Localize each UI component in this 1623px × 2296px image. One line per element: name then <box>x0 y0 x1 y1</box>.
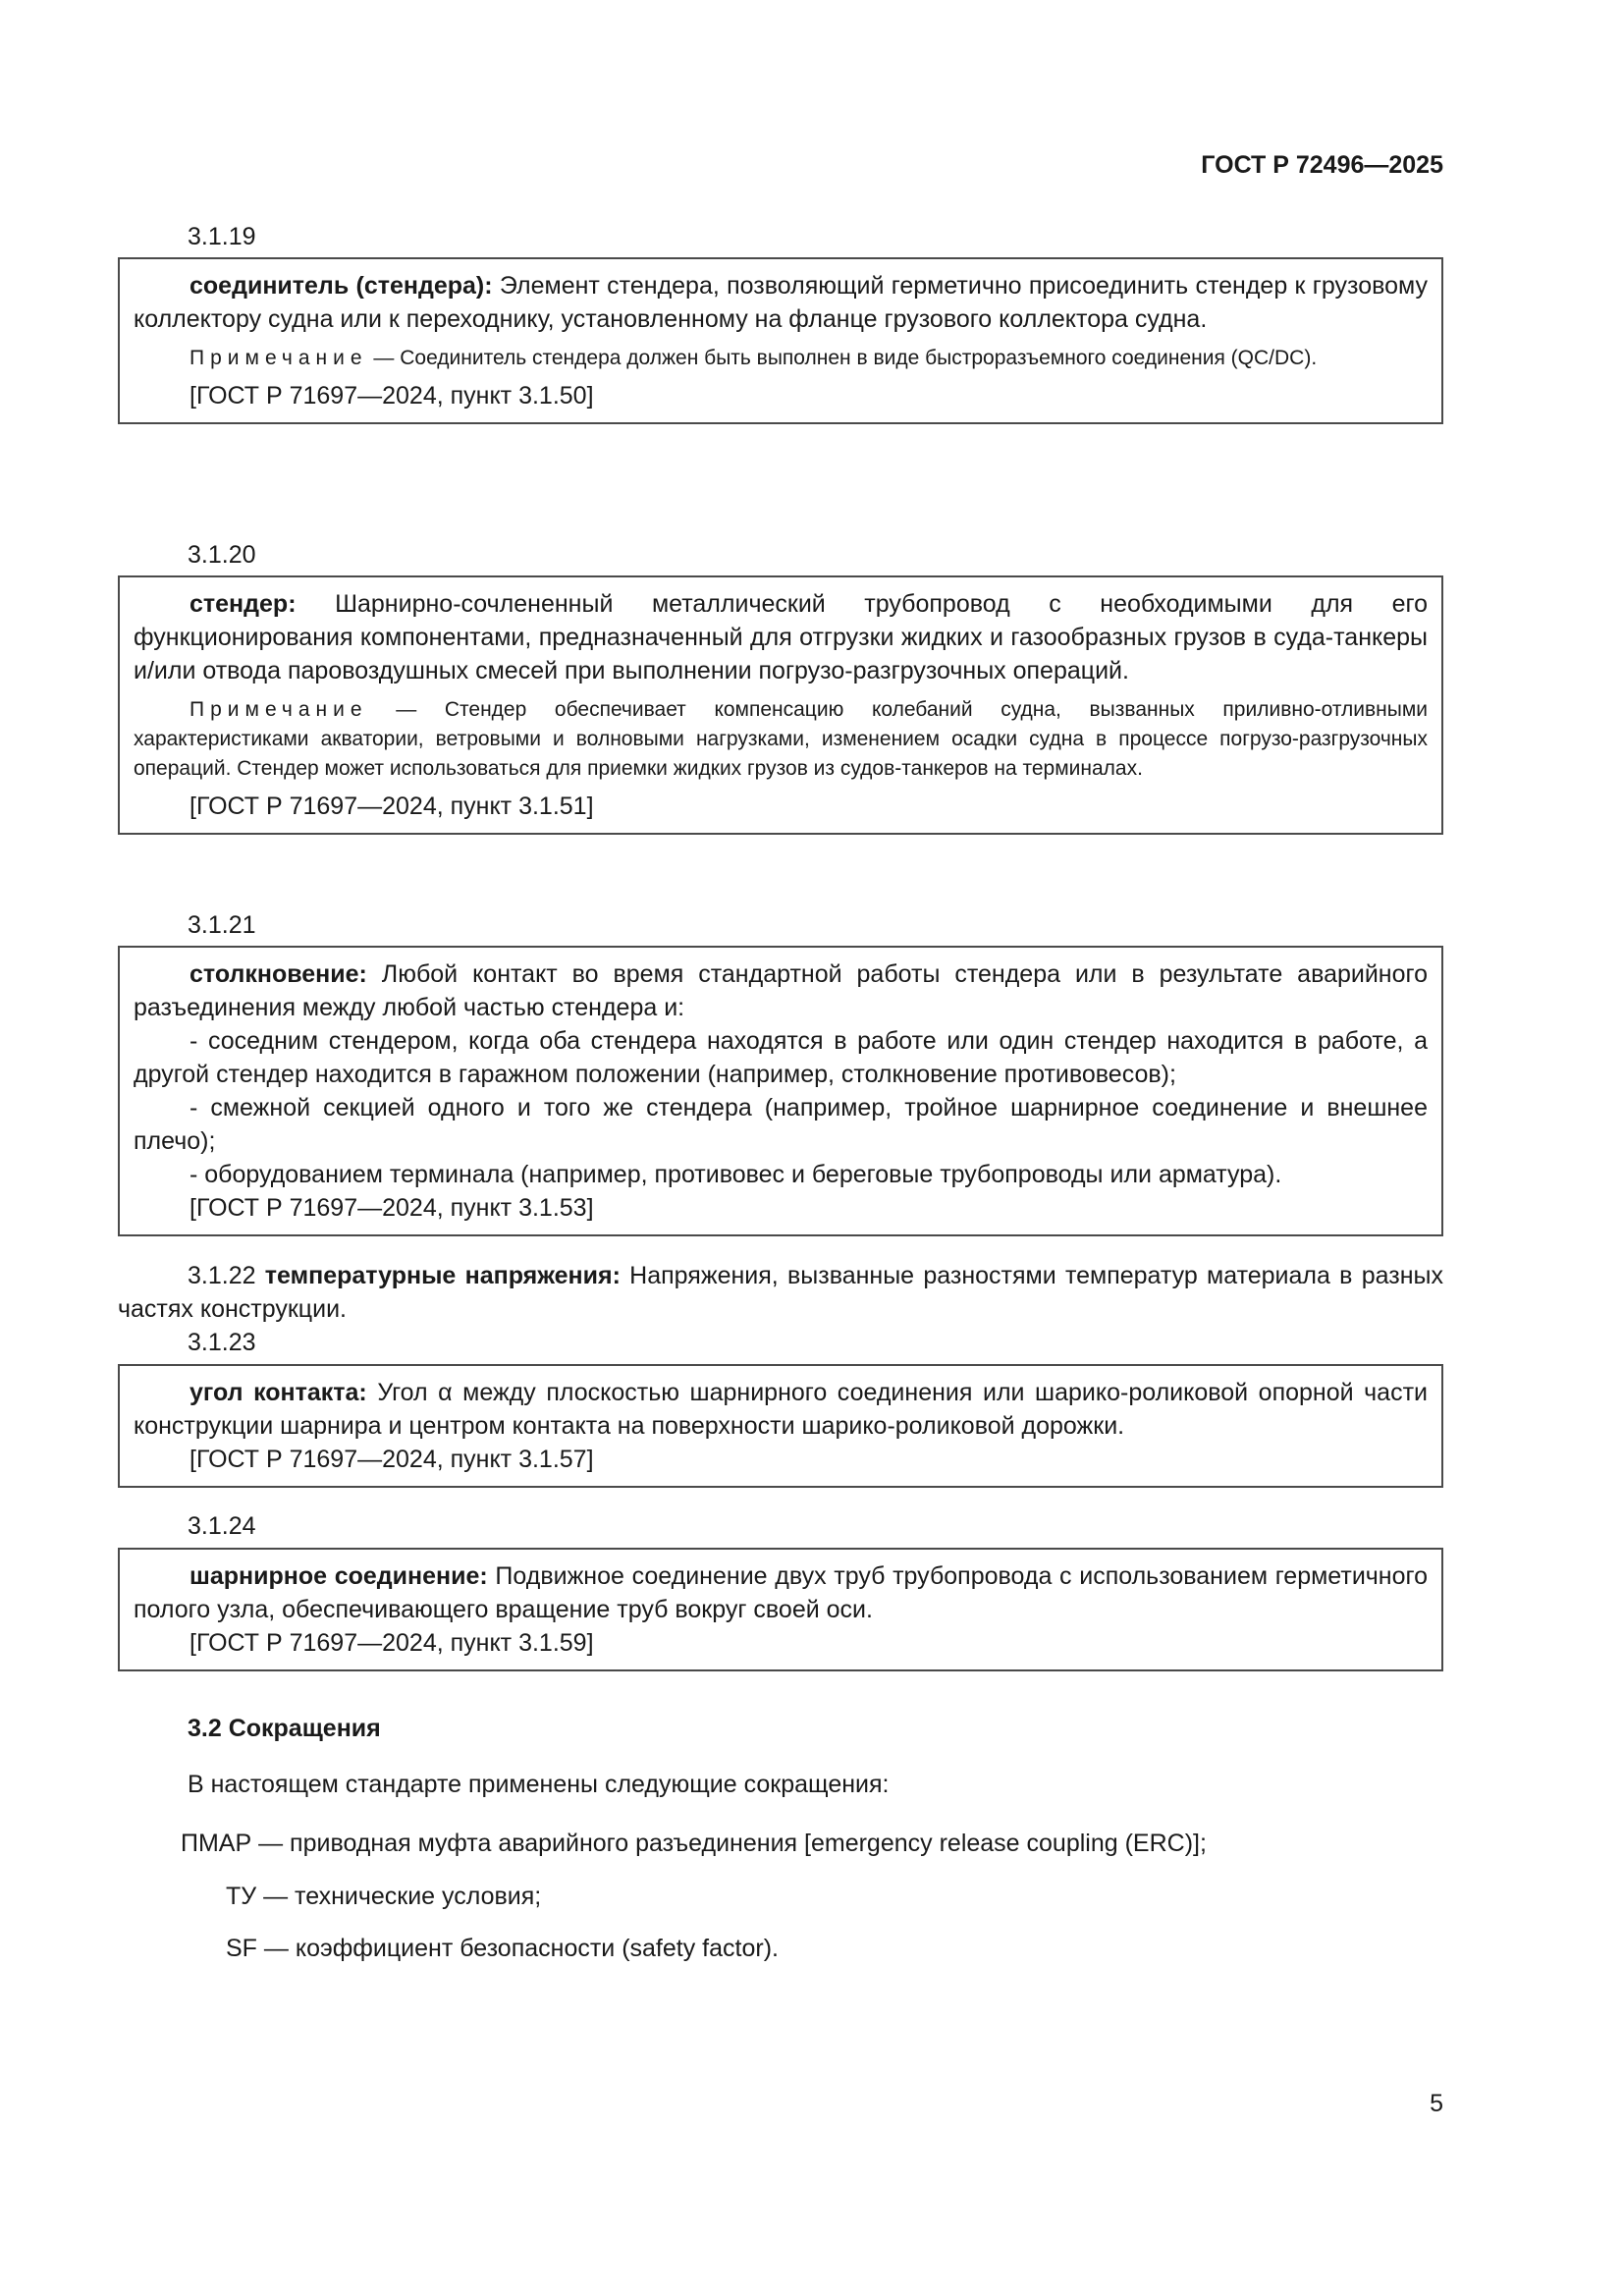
term-note <box>134 695 1428 784</box>
list-item: - оборудованием терминала (например, противовес и береговые трубопроводы или арматура). <box>189 1161 1282 1188</box>
term-box <box>118 1548 1443 1671</box>
term-source: [ГОСТ Р 71697—2024, пункт 3.1.59] <box>189 1629 594 1657</box>
term-number: 3.1.24 <box>188 1512 256 1540</box>
term-box <box>118 257 1443 424</box>
term-box <box>118 575 1443 835</box>
note-label: Примечание <box>189 347 368 369</box>
abbreviation: ПМАР <box>181 1830 252 1857</box>
term-name: соединитель (стендера): <box>189 272 493 300</box>
note-label: Примечание <box>189 698 368 721</box>
term-number: 3.1.22 <box>188 1262 256 1289</box>
definition-text: Угол α между плоскостью шарнирного соединения или шарико-роликовой опорной части конструкции шарнира и центром контакта на поверхности шарико-роликовой дорожки. <box>134 1379 1428 1440</box>
term-number: 3.1.23 <box>188 1329 256 1356</box>
term-note <box>134 344 1428 373</box>
abbreviation-item <box>226 1932 779 1965</box>
term-definition <box>134 269 1428 336</box>
term-number: 3.1.19 <box>188 223 256 250</box>
definition-text: Подвижное соединение двух труб трубопровода с использованием герметичного полого узла, обеспечивающего вращение труб вокруг своей оси. <box>134 1562 1428 1623</box>
definition-text: Шарнирно-сочлененный металлический трубопровод с необходимыми для его функционирования компонентами, предназначенный для отгрузки жидких и газообразных грузов в суда-танкеры и/или отвода паровоздушных смесей при выполнении погрузо-разгрузочных операций. <box>134 590 1428 684</box>
term-source: [ГОСТ Р 71697—2024, пункт 3.1.57] <box>189 1446 594 1473</box>
term-box <box>118 1364 1443 1488</box>
list-item: - смежной секцией одного и того же стендера (например, тройное шарнирное соединение и внешнее плечо); <box>134 1094 1428 1155</box>
definition-text: Напряжения, вызванные разностями температур материала в разных частях конструкции. <box>118 1262 1443 1323</box>
term-name: угол контакта: <box>189 1379 367 1406</box>
abbreviation-item <box>181 1827 1207 1860</box>
list-item: - соседним стендером, когда оба стендера находятся в работе или один стендер находится в работе, а другой стендер находится в гаражном положении (например, столкновение противовесов); <box>134 1027 1428 1088</box>
page-number: 5 <box>1430 2090 1443 2117</box>
abbreviation-text: — коэффициент безопасности (safety factor). <box>256 1935 779 1962</box>
definition-text: Элемент стендера, позволяющий герметично присоединить стендер к грузовому коллектору судна или к переходнику, установленному на фланце грузового коллектора судна. <box>134 272 1428 333</box>
note-text: — Стендер обеспечивает компенсацию колебаний судна, вызванных приливно-отливными характеристиками акватории, ветровыми и волновыми нагрузками, изменением осадки судна в процессе погрузо-разгрузочных операций. Стендер может использоваться для приемки жидких грузов из судов-танкеров на терминалах. <box>134 698 1428 780</box>
abbreviation: SF <box>226 1935 257 1962</box>
term-source: [ГОСТ Р 71697—2024, пункт 3.1.53] <box>189 1194 594 1222</box>
abbreviation-text: — технические условия; <box>256 1883 542 1910</box>
term-name: температурные напряжения: <box>264 1262 621 1289</box>
section-intro: В настоящем стандарте применены следующие сокращения: <box>188 1771 890 1798</box>
abbreviation-text: — приводная муфта аварийного разъединения [emergency release coupling (ERC)]; <box>251 1830 1207 1857</box>
term-source: [ГОСТ Р 71697—2024, пункт 3.1.51] <box>189 793 594 820</box>
term-source: [ГОСТ Р 71697—2024, пункт 3.1.50] <box>189 382 594 410</box>
section-title: 3.2 Сокращения <box>188 1715 381 1742</box>
term-definition <box>134 957 1428 1024</box>
abbreviation: ТУ <box>226 1883 257 1910</box>
abbreviation-item <box>226 1880 541 1913</box>
note-text: — Соединитель стендера должен быть выполнен в виде быстроразъемного соединения (QC/DC). <box>367 347 1318 369</box>
definition-text: Любой контакт во время стандартной работы стендера или в результате аварийного разъединения между любой частью стендера и: <box>134 960 1428 1021</box>
term-number: 3.1.20 <box>188 541 256 569</box>
term-box <box>118 946 1443 1236</box>
document-code-header: ГОСТ Р 72496—2025 <box>1201 151 1443 179</box>
term-definition <box>134 1559 1428 1626</box>
term-name: стендер: <box>189 590 297 618</box>
term-definition <box>134 1376 1428 1443</box>
term-name: шарнирное соединение: <box>189 1562 488 1590</box>
term-definition <box>134 587 1428 687</box>
term-number: 3.1.21 <box>188 911 256 939</box>
term-name: столкновение: <box>189 960 367 988</box>
term-inline-definition <box>118 1259 1443 1326</box>
